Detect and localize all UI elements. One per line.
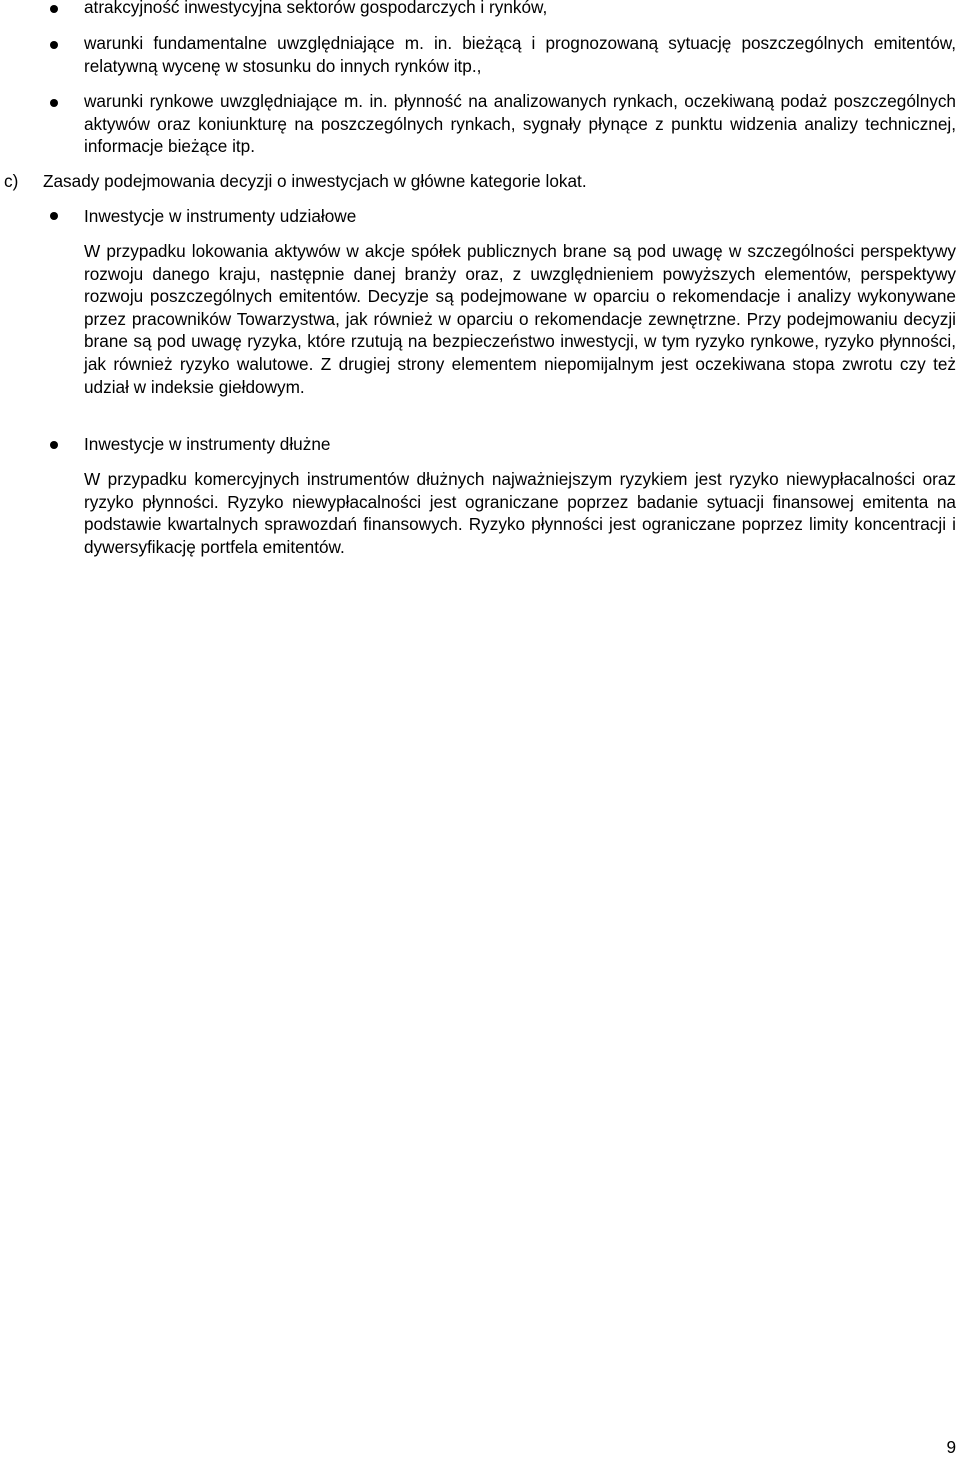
bullet-item-market-conditions: warunki rynkowe uwzględniające m. in. płynność na analizowanych rynkach, oczekiwaną podaż poszczególnych aktywów oraz koniunkturę na poszczególnych rynkach, sygnały płynące z punktu widzenia analizy technicznej, informacje bieżące itp. [84,91,956,157]
section-heading: Zasady podejmowania decyzji o inwestycjach w główne kategorie lokat. [43,171,587,191]
equity-paragraph: W przypadku lokowania aktywów w akcje spółek publicznych brane są pod uwagę w szczególności perspektywy rozwoju danego kraju, następnie danej branży oraz, z uwzględnieniem powyższych elementów, perspektywy rozwoju poszczególnych emitentów. Decyzje są podejmowane w oparciu o rekomendacje i analizy wykonywane przez pracowników Towarzystwa, jak również w oparciu o rekomendacje zewnętrzne. Przy podejmowaniu decyzji brane są pod uwagę ryzyka, które rzutują na bezpieczeństwo inwestycji, w tym ryzyko rynkowe, ryzyko płynności, jak również ryzyko walutowe. Z drugiej strony elementem niepomijalnym jest oczekiwana stopa zwrotu czy też udział w indeksie giełdowym. [84,241,956,397]
bullet-dot [50,99,58,107]
bullet-item-fundamentals: warunki fundamentalne uwzględniające m. in. bieżącą i prognozowaną sytuację poszczególnych emitentów, relatywną wycenę w stosunku do innych rynków itp., [84,33,956,76]
bullet-dot [50,5,58,13]
section-marker: c) [4,171,19,191]
bullet-item-attractiveness: atrakcyjność inwestycyjna sektorów gospodarczych i rynków, [84,0,548,17]
debt-paragraph: W przypadku komercyjnych instrumentów dłużnych najważniejszym ryzykiem jest ryzyko niewypłacalności oraz ryzyko płynności. Ryzyko niewypłacalności jest ograniczane poprzez badanie sytuacji finansowej emitenta na podstawie kwartalnych sprawozdań finansowych. Ryzyko płynności jest ograniczane poprzez limity koncentracji i dywersyfikację portfela emitentów. [84,469,956,557]
debt-heading: Inwestycje w instrumenty dłużne [84,434,331,454]
bullet-dot [50,212,58,220]
page-number: 9 [946,1437,956,1457]
equity-heading: Inwestycje w instrumenty udziałowe [84,206,357,226]
bullet-dot [50,41,58,49]
bullet-dot [50,441,58,449]
